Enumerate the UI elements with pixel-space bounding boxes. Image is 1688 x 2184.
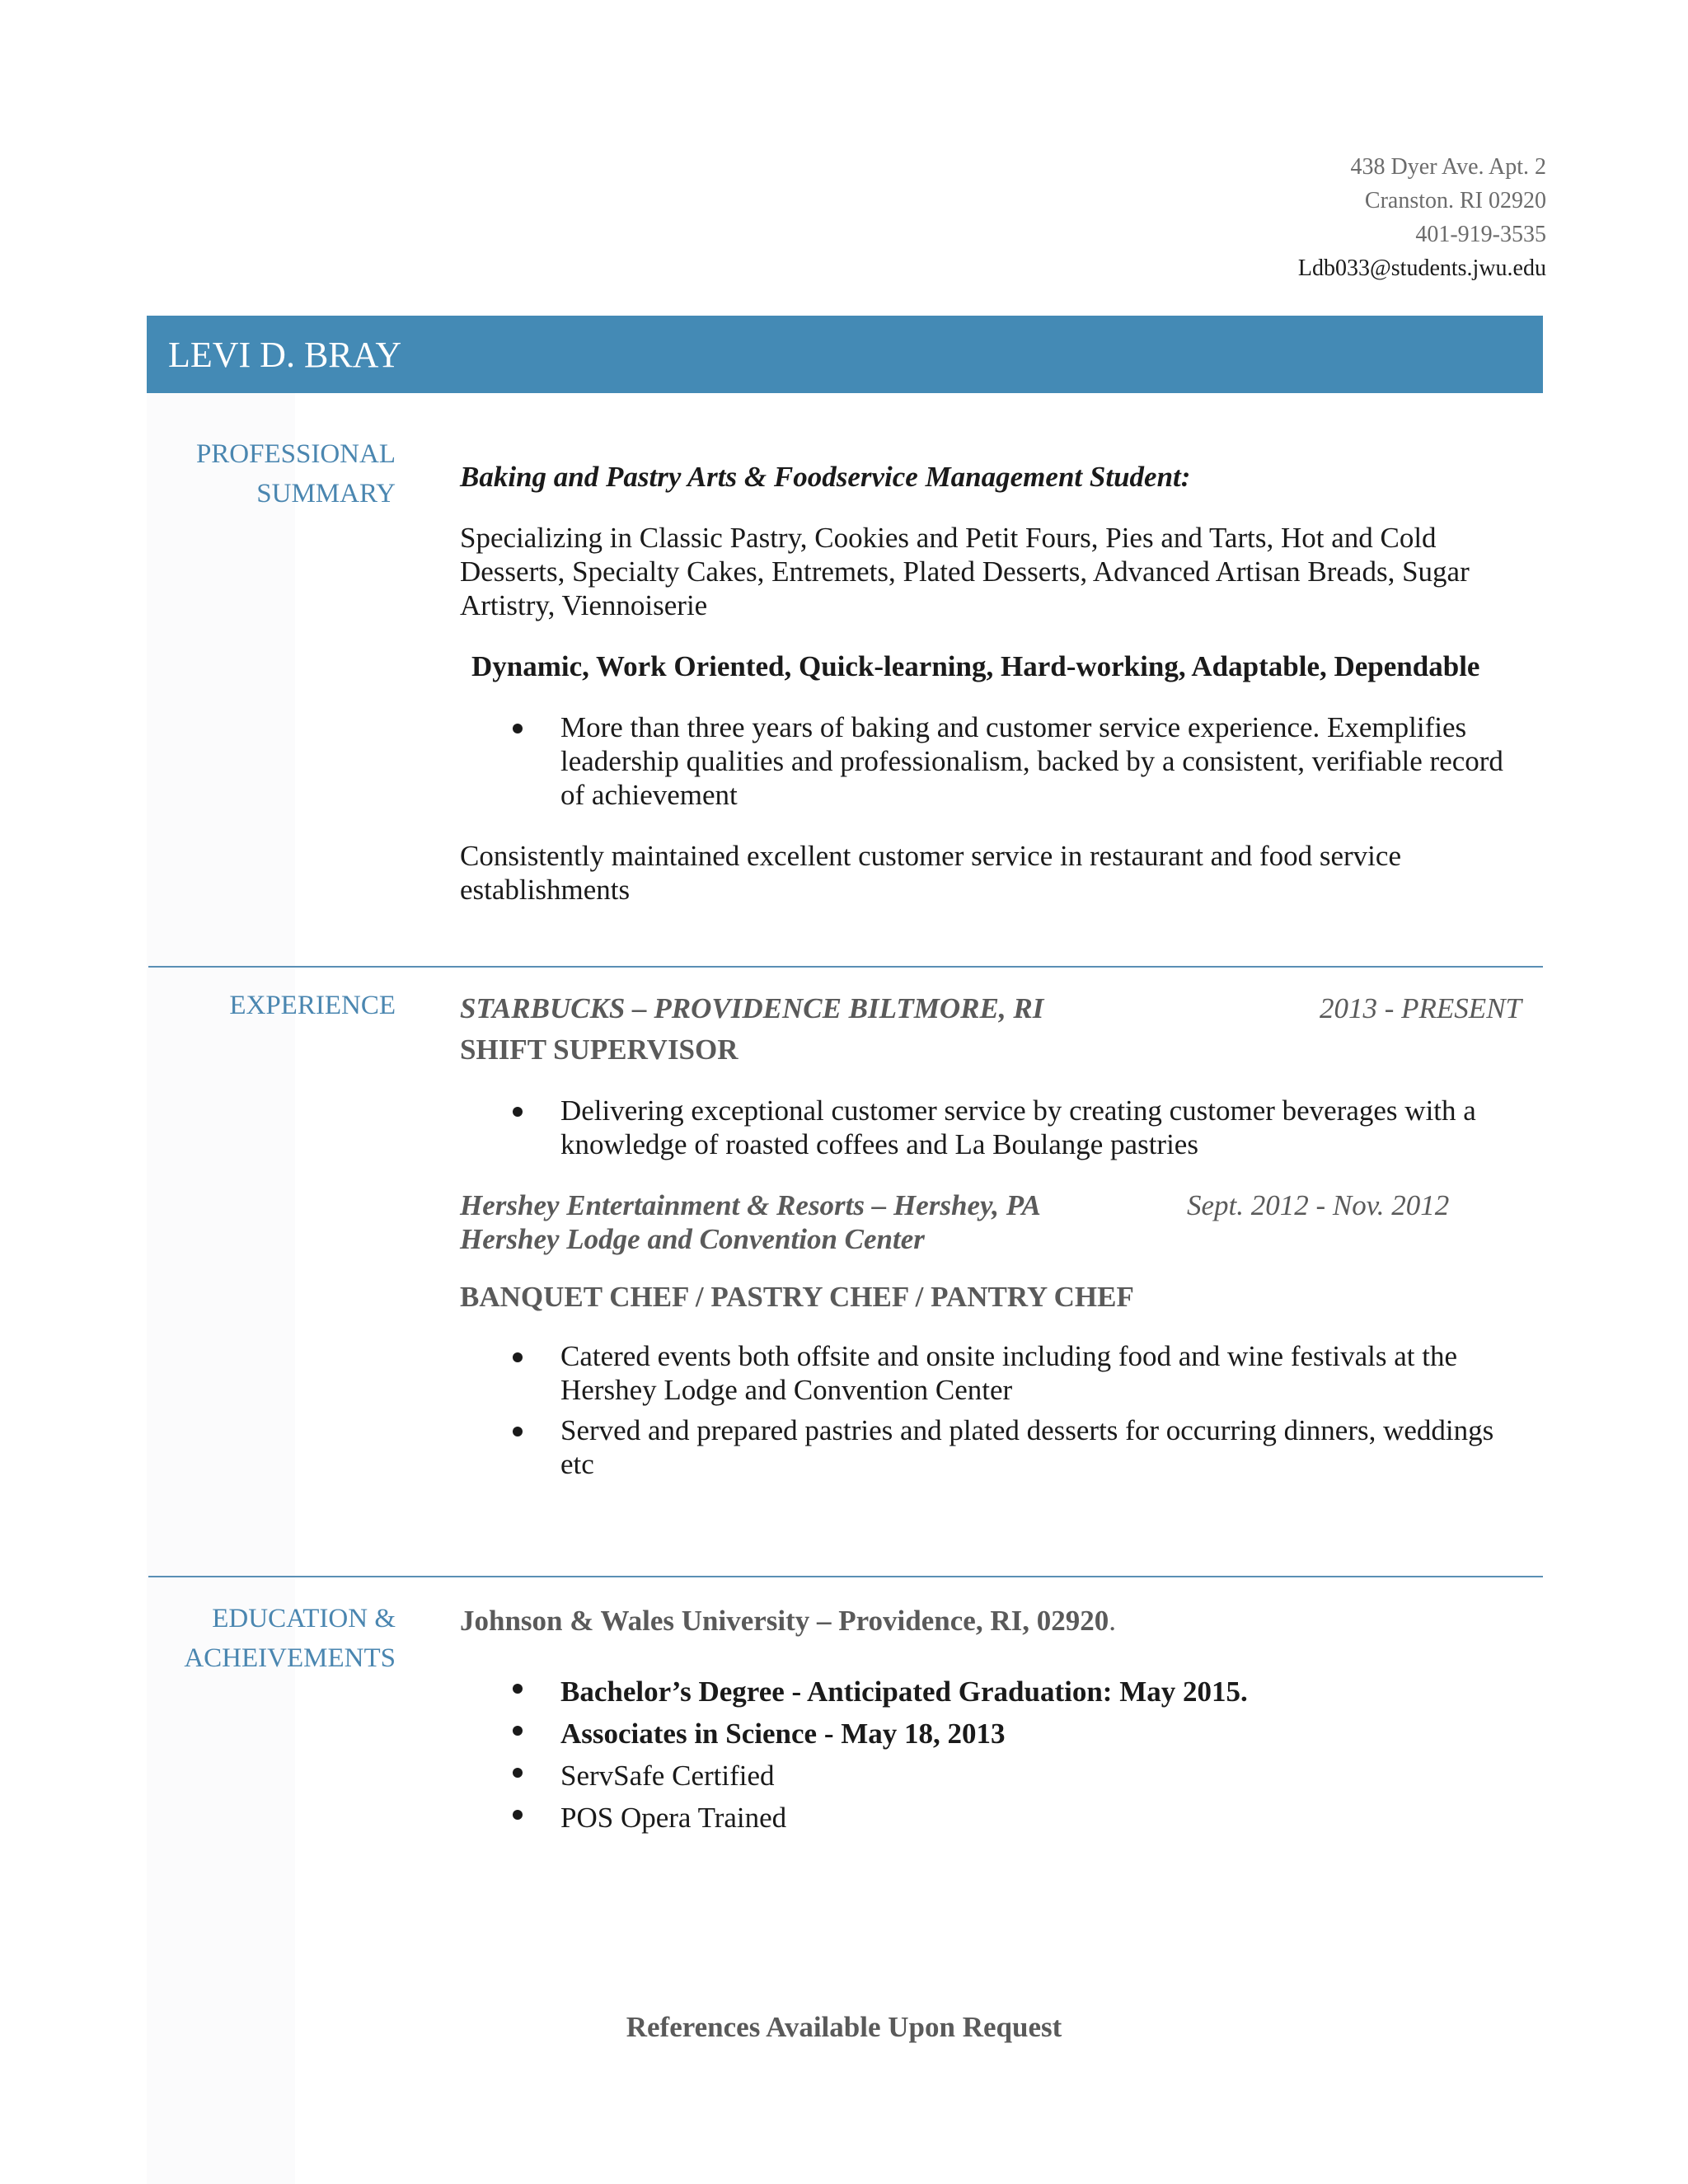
section-divider-education <box>148 1576 1543 1577</box>
experience-content <box>460 991 1531 1481</box>
education-bullet: Bachelor’s Degree - Anticipated Graduation: May 2015. <box>460 1671 1531 1713</box>
summary-traits: Dynamic, Work Oriented, Quick-learning, Hard-working, Adaptable, Dependable <box>471 650 1480 682</box>
summary-heading: Baking and Pastry Arts & Foodservice Management Student: <box>460 461 1191 493</box>
education-section-label <box>184 1599 396 1678</box>
summary-bullet-list <box>460 710 1531 812</box>
summary-closing: Consistently maintained excellent customer service in restaurant and food service establishments <box>460 840 1401 906</box>
education-bullet: POS Opera Trained <box>460 1797 1531 1839</box>
job-header-starbucks <box>460 991 1531 1028</box>
job-bullet: Delivering exceptional customer service by creating customer beverages with a knowledge of roasted coffees and La Boulange pastries <box>460 1094 1531 1161</box>
education-bullet: ServSafe Certified <box>460 1755 1531 1797</box>
job-bullet: Served and prepared pastries and plated desserts for occurring dinners, weddings etc <box>460 1413 1531 1481</box>
candidate-name: LEVI D. BRAY <box>168 334 402 375</box>
job-bullet-list <box>460 1339 1531 1481</box>
job-title: SHIFT SUPERVISOR <box>460 1033 738 1066</box>
experience-section-label <box>229 986 396 1025</box>
education-bullet-list <box>460 1671 1531 1839</box>
job-header-hershey <box>460 1188 1531 1256</box>
summary-label-line-2: SUMMARY <box>256 479 396 509</box>
address-line-1: 438 Dyer Ave. Apt. 2 <box>1350 154 1546 180</box>
job-dates: Sept. 2012 - Nov. 2012 <box>1187 1189 1450 1221</box>
job-bullet: Catered events both offsite and onsite including food and wine festivals at the Hershey Lodge and Convention Center <box>460 1339 1531 1407</box>
name-banner <box>147 316 1543 393</box>
summary-content <box>460 460 1531 907</box>
experience-label: EXPERIENCE <box>229 991 396 1020</box>
email-address: Ldb033@students.jwu.edu <box>1297 255 1546 281</box>
summary-bullet: More than three years of baking and customer service experience. Exemplifies leadership qualities and professionalism, backed by a consistent, verifiable record of achievement <box>460 710 1531 812</box>
section-divider-experience <box>148 966 1543 968</box>
address-line-2: Cranston. RI 02920 <box>1364 188 1546 213</box>
contact-block <box>1298 150 1546 285</box>
sidebar-tint <box>147 391 295 2184</box>
job-employer: Hershey Entertainment & Resorts – Hershey, PA <box>460 1189 1041 1221</box>
school-name: Johnson & Wales University – Providence, RI, 02920 <box>460 1605 1109 1637</box>
job-title: BANQUET CHEF / PASTRY CHEF / PANTRY CHEF <box>460 1281 1134 1313</box>
summary-section-label <box>196 434 396 513</box>
education-label-line-1: EDUCATION & <box>212 1604 396 1633</box>
education-label-line-2: ACHEIVEMENTS <box>184 1643 396 1673</box>
job-employer: STARBUCKS – PROVIDENCE BILTMORE, RI <box>460 992 1044 1024</box>
phone-number: 401-919-3535 <box>1415 222 1546 247</box>
references-note: References Available Upon Request <box>626 2011 1062 2043</box>
job-bullet-list <box>460 1094 1531 1161</box>
summary-label-line-1: PROFESSIONAL <box>195 439 396 469</box>
job-dates: 2013 - PRESENT <box>1320 992 1522 1024</box>
education-bullet: Associates in Science - May 18, 2013 <box>460 1713 1531 1755</box>
summary-specializing: Specializing in Classic Pastry, Cookies and Petit Fours, Pies and Tarts, Hot and Cold Desserts, Specialty Cakes, Entremets, Plated Desserts, Advanced Artisan Breads, Sugar Artistry, Viennoiserie <box>460 522 1470 621</box>
education-content <box>460 1604 1531 1839</box>
school-suffix: . <box>1109 1605 1116 1637</box>
school-line <box>460 1604 1531 1638</box>
job-employer-line-2: Hershey Lodge and Convention Center <box>460 1223 925 1255</box>
